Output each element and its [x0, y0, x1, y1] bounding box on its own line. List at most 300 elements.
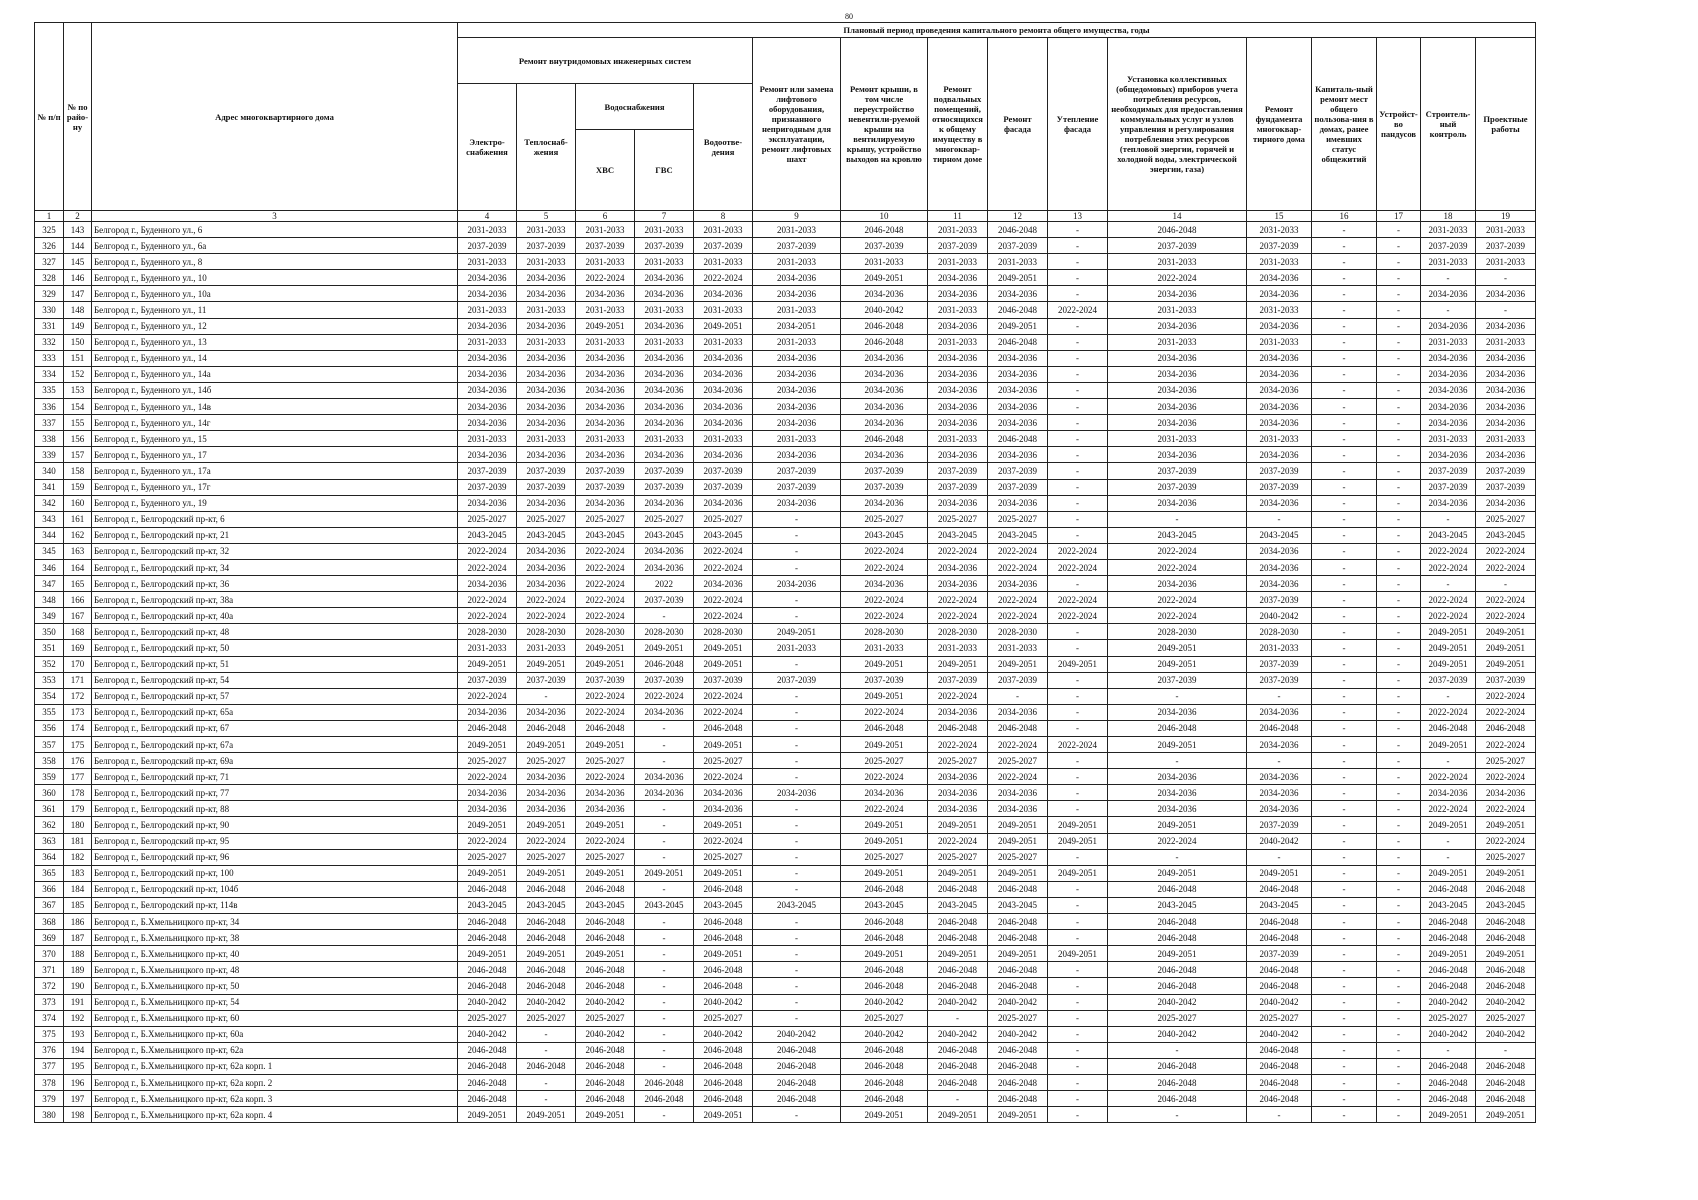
- column-number: 17: [1377, 211, 1421, 222]
- table-cell: 2046-2048: [1421, 1058, 1476, 1074]
- address-cell: Белгород г., Буденного ул., 13: [92, 334, 458, 350]
- table-cell: 2022-2024: [458, 592, 517, 608]
- table-cell: 146: [64, 270, 92, 286]
- table-cell: 2022-2024: [458, 543, 517, 559]
- table-cell: -: [753, 688, 841, 704]
- table-cell: 2025-2027: [988, 511, 1048, 527]
- table-cell: 2046-2048: [988, 1091, 1048, 1107]
- table-cell: 2025-2027: [1476, 849, 1536, 865]
- address-cell: Белгород г., Б.Хмельницкого пр-кт, 34: [92, 914, 458, 930]
- table-cell: 2049-2051: [458, 865, 517, 881]
- table-cell: 2034-2036: [576, 399, 635, 415]
- table-cell: 2046-2048: [458, 1091, 517, 1107]
- table-cell: -: [753, 592, 841, 608]
- table-cell: 2034-2051: [753, 318, 841, 334]
- table-cell: 2037-2039: [458, 672, 517, 688]
- table-row: [35, 1058, 1536, 1074]
- table-cell: -: [1312, 769, 1377, 785]
- table-cell: 2046-2048: [1247, 1091, 1312, 1107]
- table-cell: 2037-2039: [753, 463, 841, 479]
- table-cell: 2031-2033: [694, 334, 753, 350]
- address-cell: Белгород г., Буденного ул., 11: [92, 302, 458, 318]
- table-cell: 2049-2051: [576, 817, 635, 833]
- table-cell: 2049-2051: [1108, 737, 1247, 753]
- table-cell: 2022-2024: [1421, 704, 1476, 720]
- table-cell: 2046-2048: [753, 1074, 841, 1090]
- table-cell: -: [753, 978, 841, 994]
- table-row: [35, 704, 1536, 720]
- table-cell: 2046-2048: [1476, 720, 1536, 736]
- table-cell: 2040-2042: [928, 1026, 988, 1042]
- table-cell: 2046-2048: [1421, 962, 1476, 978]
- table-cell: 2046-2048: [1108, 881, 1247, 897]
- table-cell: 2022-2024: [576, 592, 635, 608]
- table-cell: 148: [64, 302, 92, 318]
- capital-repair-schedule-table: [34, 22, 1536, 1123]
- table-cell: 2031-2033: [841, 254, 928, 270]
- table-cell: 2049-2051: [1421, 817, 1476, 833]
- table-cell: -: [1247, 753, 1312, 769]
- table-cell: 2046-2048: [458, 881, 517, 897]
- table-cell: -: [1377, 495, 1421, 511]
- table-cell: 197: [64, 1091, 92, 1107]
- table-cell: 184: [64, 881, 92, 897]
- table-cell: 2022-2024: [928, 592, 988, 608]
- table-cell: 2022-2024: [841, 704, 928, 720]
- table-cell: 2034-2036: [694, 399, 753, 415]
- table-cell: 2037-2039: [1421, 479, 1476, 495]
- table-cell: 2034-2036: [635, 704, 694, 720]
- table-cell: 2034-2036: [841, 447, 928, 463]
- table-cell: 2037-2039: [576, 238, 635, 254]
- table-cell: 2037-2039: [1247, 592, 1312, 608]
- table-row: [35, 1107, 1536, 1123]
- table-cell: 2037-2039: [1247, 817, 1312, 833]
- table-cell: 2046-2048: [694, 930, 753, 946]
- table-cell: 2037-2039: [928, 463, 988, 479]
- table-cell: 2034-2036: [1421, 286, 1476, 302]
- table-cell: 2043-2045: [841, 527, 928, 543]
- table-cell: -: [1048, 1091, 1108, 1107]
- table-cell: 2049-2051: [1476, 817, 1536, 833]
- table-cell: 160: [64, 495, 92, 511]
- table-cell: 2037-2039: [694, 238, 753, 254]
- table-cell: 2022-2024: [1476, 769, 1536, 785]
- table-cell: -: [753, 881, 841, 897]
- table-cell: -: [1377, 849, 1421, 865]
- header-district-no: № по райо-ну: [64, 23, 92, 211]
- table-cell: 2031-2033: [1421, 431, 1476, 447]
- header-basement: Ремонт подвальных помещений, относящихся к общему имуществу в многоквар-тирном доме: [928, 38, 988, 211]
- table-cell: -: [1048, 463, 1108, 479]
- table-row: [35, 559, 1536, 575]
- table-cell: 2034-2036: [635, 415, 694, 431]
- address-cell: Белгород г., Б.Хмельницкого пр-кт, 38: [92, 930, 458, 946]
- table-cell: 2031-2033: [928, 431, 988, 447]
- table-cell: 2049-2051: [928, 865, 988, 881]
- table-cell: 2034-2036: [1247, 785, 1312, 801]
- table-cell: 2034-2036: [1476, 447, 1536, 463]
- table-cell: 2028-2030: [694, 624, 753, 640]
- table-cell: 2046-2048: [694, 1074, 753, 1090]
- table-cell: 2034-2036: [1476, 318, 1536, 334]
- table-cell: 2028-2030: [635, 624, 694, 640]
- table-cell: 2034-2036: [517, 286, 576, 302]
- table-cell: -: [753, 914, 841, 930]
- table-cell: 2031-2033: [517, 640, 576, 656]
- table-row: [35, 350, 1536, 366]
- column-number: 1: [35, 211, 64, 222]
- table-cell: -: [753, 527, 841, 543]
- table-cell: 2049-2051: [841, 946, 928, 962]
- table-cell: -: [753, 962, 841, 978]
- table-cell: -: [1312, 737, 1377, 753]
- table-cell: 2034-2036: [1247, 286, 1312, 302]
- header-foundation: Ремонт фундамента многоквар-тирного дома: [1247, 38, 1312, 211]
- table-cell: 2034-2036: [517, 769, 576, 785]
- table-cell: 2043-2045: [458, 527, 517, 543]
- column-number: 6: [576, 211, 635, 222]
- table-cell: 2034-2036: [928, 366, 988, 382]
- table-cell: 2034-2036: [576, 785, 635, 801]
- table-row: [35, 1010, 1536, 1026]
- table-cell: -: [1048, 994, 1108, 1010]
- table-cell: -: [1048, 527, 1108, 543]
- table-cell: -: [1377, 737, 1421, 753]
- table-cell: 2034-2036: [928, 350, 988, 366]
- table-cell: 2034-2036: [576, 366, 635, 382]
- table-cell: 2037-2039: [841, 238, 928, 254]
- table-cell: 2046-2048: [576, 978, 635, 994]
- table-cell: 2025-2027: [841, 511, 928, 527]
- table-cell: 366: [35, 881, 64, 897]
- table-cell: 2034-2036: [576, 801, 635, 817]
- table-row: [35, 801, 1536, 817]
- table-cell: 2028-2030: [458, 624, 517, 640]
- table-cell: 2034-2036: [988, 447, 1048, 463]
- table-cell: -: [1312, 576, 1377, 592]
- table-cell: 2034-2036: [988, 785, 1048, 801]
- table-cell: 2031-2033: [1247, 302, 1312, 318]
- table-cell: 2049-2051: [694, 318, 753, 334]
- table-cell: -: [1048, 769, 1108, 785]
- table-cell: -: [1312, 930, 1377, 946]
- table-cell: 2037-2039: [988, 479, 1048, 495]
- table-cell: -: [1312, 527, 1377, 543]
- table-cell: 2031-2033: [1421, 222, 1476, 238]
- table-cell: 2049-2051: [517, 656, 576, 672]
- table-cell: 2031-2033: [928, 640, 988, 656]
- table-cell: -: [1377, 624, 1421, 640]
- table-cell: -: [1048, 704, 1108, 720]
- table-cell: -: [1048, 479, 1108, 495]
- table-cell: -: [635, 849, 694, 865]
- table-cell: 2034-2036: [841, 366, 928, 382]
- table-cell: 2034-2036: [517, 318, 576, 334]
- table-cell: -: [1312, 1074, 1377, 1090]
- header-facade-insulation: Утепление фасада: [1048, 38, 1108, 211]
- table-cell: -: [753, 769, 841, 785]
- header-ramps: Устройст-во пандусов: [1377, 38, 1421, 211]
- table-cell: 2022-2024: [1108, 270, 1247, 286]
- table-cell: 2034-2036: [928, 559, 988, 575]
- table-cell: -: [753, 559, 841, 575]
- table-cell: 2034-2036: [458, 576, 517, 592]
- table-cell: 2034-2036: [1108, 286, 1247, 302]
- column-number: 18: [1421, 211, 1476, 222]
- table-cell: 2049-2051: [1108, 817, 1247, 833]
- table-cell: 2034-2036: [517, 399, 576, 415]
- table-row: [35, 785, 1536, 801]
- table-cell: 352: [35, 656, 64, 672]
- table-cell: 163: [64, 543, 92, 559]
- table-cell: 2022-2024: [576, 769, 635, 785]
- table-cell: 2046-2048: [928, 1042, 988, 1058]
- table-cell: 2034-2036: [1247, 382, 1312, 398]
- table-cell: 2046-2048: [1247, 881, 1312, 897]
- column-number: 4: [458, 211, 517, 222]
- table-row: [35, 849, 1536, 865]
- table-cell: 2031-2033: [576, 431, 635, 447]
- table-cell: 2034-2036: [458, 286, 517, 302]
- header-hot-water: ГВС: [635, 130, 694, 211]
- table-cell: -: [635, 914, 694, 930]
- table-cell: 2049-2051: [576, 656, 635, 672]
- table-cell: 2046-2048: [576, 1058, 635, 1074]
- table-cell: 2025-2027: [576, 511, 635, 527]
- table-cell: 2031-2033: [694, 302, 753, 318]
- table-cell: 2049-2051: [694, 1107, 753, 1123]
- table-cell: 2046-2048: [694, 914, 753, 930]
- table-cell: 2031-2033: [458, 334, 517, 350]
- table-cell: 2037-2039: [694, 463, 753, 479]
- table-cell: 177: [64, 769, 92, 785]
- table-row: [35, 930, 1536, 946]
- table-cell: -: [1312, 1042, 1377, 1058]
- address-cell: Белгород г., Б.Хмельницкого пр-кт, 62а корп. 2: [92, 1074, 458, 1090]
- table-cell: -: [1377, 415, 1421, 431]
- header-heat: Теплоснаб-жения: [517, 84, 576, 211]
- table-cell: 2034-2036: [928, 399, 988, 415]
- table-cell: 156: [64, 431, 92, 447]
- table-cell: -: [1048, 897, 1108, 913]
- table-row: [35, 865, 1536, 881]
- table-cell: -: [635, 881, 694, 897]
- table-row: [35, 366, 1536, 382]
- address-cell: Белгород г., Буденного ул., 14б: [92, 382, 458, 398]
- table-cell: 2034-2036: [1247, 350, 1312, 366]
- table-cell: -: [1312, 1026, 1377, 1042]
- table-cell: 190: [64, 978, 92, 994]
- table-cell: 2031-2033: [635, 254, 694, 270]
- column-number: 10: [841, 211, 928, 222]
- address-cell: Белгород г., Б.Хмельницкого пр-кт, 40: [92, 946, 458, 962]
- table-cell: 186: [64, 914, 92, 930]
- table-cell: -: [635, 1107, 694, 1123]
- header-design: Проектные работы: [1476, 38, 1536, 211]
- table-cell: 2046-2048: [841, 962, 928, 978]
- table-cell: 2034-2036: [1247, 270, 1312, 286]
- table-cell: -: [1312, 849, 1377, 865]
- table-cell: -: [635, 801, 694, 817]
- table-cell: 2046-2048: [928, 978, 988, 994]
- table-cell: 2034-2036: [517, 704, 576, 720]
- address-cell: Белгород г., Белгородский пр-кт, 48: [92, 624, 458, 640]
- table-cell: 2034-2036: [458, 270, 517, 286]
- table-cell: 171: [64, 672, 92, 688]
- address-cell: Белгород г., Буденного ул., 12: [92, 318, 458, 334]
- table-cell: 192: [64, 1010, 92, 1026]
- table-cell: 2046-2048: [694, 1058, 753, 1074]
- table-cell: -: [635, 930, 694, 946]
- table-cell: 2046-2048: [694, 1091, 753, 1107]
- table-cell: -: [1312, 833, 1377, 849]
- table-cell: 2049-2051: [1048, 833, 1108, 849]
- table-cell: 329: [35, 286, 64, 302]
- table-cell: 361: [35, 801, 64, 817]
- table-cell: 2025-2027: [1476, 1010, 1536, 1026]
- table-cell: 2034-2036: [841, 495, 928, 511]
- table-cell: 2046-2048: [458, 978, 517, 994]
- table-cell: 2049-2051: [841, 737, 928, 753]
- address-cell: Белгород г., Белгородский пр-кт, 114в: [92, 897, 458, 913]
- table-cell: 2031-2033: [928, 254, 988, 270]
- table-cell: -: [1312, 1058, 1377, 1074]
- table-cell: 2028-2030: [1108, 624, 1247, 640]
- table-cell: 2031-2033: [694, 222, 753, 238]
- table-cell: 2025-2027: [458, 1010, 517, 1026]
- table-cell: 2046-2048: [1421, 978, 1476, 994]
- table-cell: 2022-2024: [1476, 592, 1536, 608]
- table-cell: -: [1048, 511, 1108, 527]
- address-cell: Белгород г., Буденного ул., 17: [92, 447, 458, 463]
- table-cell: 2022-2024: [517, 608, 576, 624]
- table-cell: 2031-2033: [517, 431, 576, 447]
- table-cell: 2046-2048: [517, 930, 576, 946]
- table-cell: -: [1312, 753, 1377, 769]
- table-cell: 2049-2051: [576, 865, 635, 881]
- table-cell: 2046-2048: [458, 720, 517, 736]
- table-cell: 183: [64, 865, 92, 881]
- table-cell: 2040-2042: [841, 302, 928, 318]
- table-cell: 2049-2051: [576, 737, 635, 753]
- table-cell: 2046-2048: [988, 978, 1048, 994]
- table-cell: 2034-2036: [517, 559, 576, 575]
- table-cell: -: [753, 704, 841, 720]
- table-cell: 2037-2039: [1108, 238, 1247, 254]
- address-cell: Белгород г., Белгородский пр-кт, 6: [92, 511, 458, 527]
- table-cell: 2034-2036: [988, 350, 1048, 366]
- address-cell: Белгород г., Белгородский пр-кт, 96: [92, 849, 458, 865]
- table-cell: 2046-2048: [1476, 978, 1536, 994]
- table-cell: 2034-2036: [753, 495, 841, 511]
- table-cell: 158: [64, 463, 92, 479]
- table-cell: 2031-2033: [1421, 334, 1476, 350]
- table-cell: 2037-2039: [1476, 479, 1536, 495]
- table-cell: 143: [64, 222, 92, 238]
- table-cell: 2034-2036: [694, 382, 753, 398]
- table-cell: 187: [64, 930, 92, 946]
- table-cell: 157: [64, 447, 92, 463]
- table-cell: 2043-2045: [576, 527, 635, 543]
- table-cell: 327: [35, 254, 64, 270]
- table-cell: 2031-2033: [753, 640, 841, 656]
- table-cell: -: [1312, 640, 1377, 656]
- table-cell: 2034-2036: [635, 270, 694, 286]
- table-cell: 2034-2036: [841, 415, 928, 431]
- table-cell: 326: [35, 238, 64, 254]
- table-cell: -: [635, 1058, 694, 1074]
- table-cell: 2028-2030: [517, 624, 576, 640]
- table-cell: 2025-2027: [694, 753, 753, 769]
- address-cell: Белгород г., Белгородский пр-кт, 100: [92, 865, 458, 881]
- table-cell: 2034-2036: [458, 704, 517, 720]
- table-cell: 2049-2051: [576, 318, 635, 334]
- table-cell: 2043-2045: [694, 527, 753, 543]
- table-cell: -: [1377, 399, 1421, 415]
- table-cell: 2034-2036: [1247, 495, 1312, 511]
- table-cell: 2040-2042: [517, 994, 576, 1010]
- table-row: [35, 720, 1536, 736]
- table-cell: -: [1377, 576, 1421, 592]
- table-cell: -: [1312, 399, 1377, 415]
- table-cell: 2046-2048: [1247, 1042, 1312, 1058]
- table-cell: 2031-2033: [928, 302, 988, 318]
- table-cell: 2046-2048: [1247, 1058, 1312, 1074]
- table-cell: 2034-2036: [635, 543, 694, 559]
- table-cell: 356: [35, 720, 64, 736]
- table-cell: 2025-2027: [458, 849, 517, 865]
- table-cell: 2025-2027: [841, 753, 928, 769]
- table-cell: 2046-2048: [988, 914, 1048, 930]
- table-cell: -: [1377, 592, 1421, 608]
- table-cell: 2043-2045: [988, 527, 1048, 543]
- table-cell: -: [635, 737, 694, 753]
- table-cell: -: [517, 1091, 576, 1107]
- table-cell: 2034-2036: [458, 399, 517, 415]
- table-cell: 2025-2027: [458, 511, 517, 527]
- table-cell: 2037-2039: [458, 479, 517, 495]
- table-cell: 2034-2036: [517, 785, 576, 801]
- table-cell: 2031-2033: [517, 302, 576, 318]
- table-cell: 2046-2048: [517, 720, 576, 736]
- table-cell: 2034-2036: [635, 495, 694, 511]
- table-cell: -: [1312, 608, 1377, 624]
- table-cell: 2049-2051: [928, 656, 988, 672]
- table-cell: 336: [35, 399, 64, 415]
- table-cell: 2043-2045: [1247, 897, 1312, 913]
- table-cell: 165: [64, 576, 92, 592]
- table-cell: 2043-2045: [576, 897, 635, 913]
- address-cell: Белгород г., Белгородский пр-кт, 54: [92, 672, 458, 688]
- table-cell: -: [1377, 1091, 1421, 1107]
- table-cell: 2049-2051: [458, 817, 517, 833]
- table-cell: -: [1377, 382, 1421, 398]
- table-cell: 2040-2042: [694, 994, 753, 1010]
- table-cell: -: [1377, 286, 1421, 302]
- table-row: [35, 382, 1536, 398]
- table-cell: 2022-2024: [928, 737, 988, 753]
- table-cell: 2022-2024: [694, 769, 753, 785]
- table-cell: 2049-2051: [1108, 640, 1247, 656]
- table-cell: 2025-2027: [517, 1010, 576, 1026]
- column-number: 7: [635, 211, 694, 222]
- table-cell: 2049-2051: [988, 817, 1048, 833]
- address-cell: Белгород г., Белгородский пр-кт, 65а: [92, 704, 458, 720]
- table-cell: 2034-2036: [517, 801, 576, 817]
- table-cell: -: [1312, 865, 1377, 881]
- table-cell: 2049-2051: [753, 624, 841, 640]
